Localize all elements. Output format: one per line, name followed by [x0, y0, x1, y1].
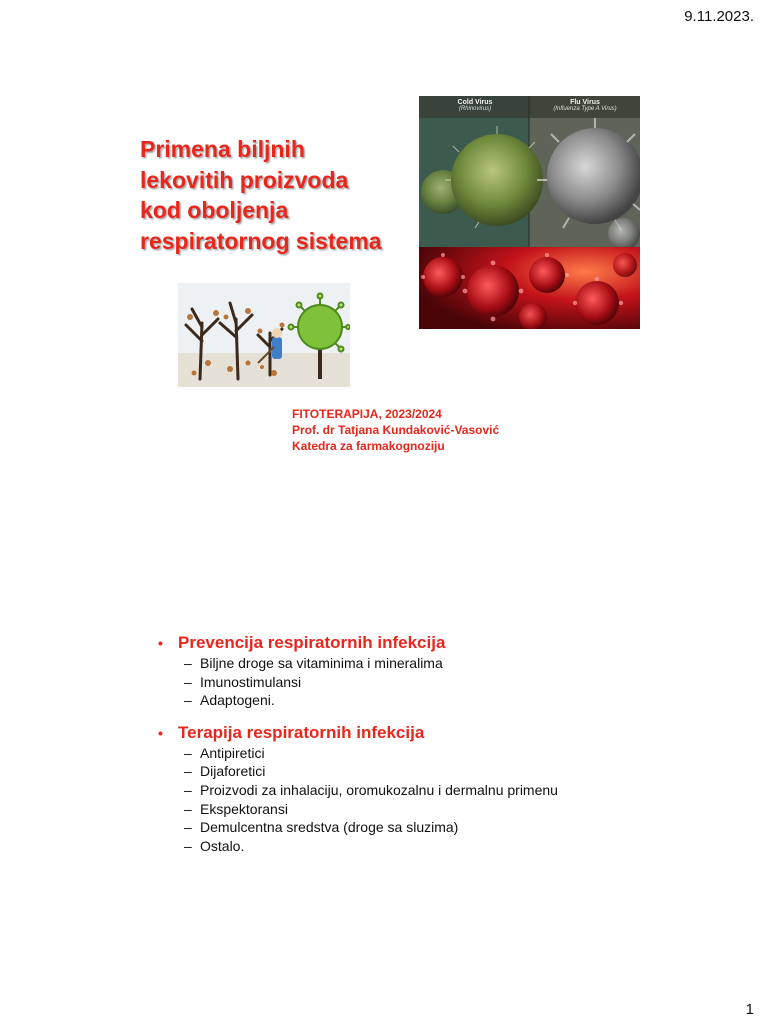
bullet-icon: • [158, 635, 163, 651]
dash-icon: – [184, 781, 192, 798]
title-line: lekovitih proizvoda [140, 166, 349, 193]
list-item-text: Dijaforetici [200, 763, 266, 780]
list-item-text: Antipiretici [200, 744, 265, 761]
list-item [158, 673, 718, 692]
dash-icon: – [184, 673, 192, 690]
autumn-virus-cartoon [178, 283, 350, 387]
section-heading [158, 722, 718, 744]
slide-title [140, 134, 420, 256]
course-professor: Prof. dr Tatjana Kundaković-Vasović [292, 423, 500, 437]
outline-section [158, 632, 718, 710]
list-item [158, 654, 718, 673]
sub-list [158, 744, 718, 856]
list-item-text: Imunostimulansi [200, 673, 302, 690]
dash-icon: – [184, 744, 192, 761]
list-item [158, 800, 718, 819]
list-item [158, 837, 718, 856]
section-heading-text: Prevencija respiratornih infekcija [178, 633, 446, 652]
course-name: FITOTERAPIJA, 2023/2024 [292, 407, 442, 421]
title-line: Primena biljnih [140, 136, 305, 162]
title-line: respiratornog sistema [140, 227, 382, 254]
list-item [158, 781, 718, 800]
cold-flu-virus-photo [419, 96, 640, 247]
list-item [158, 744, 718, 763]
page-number: 1 [745, 1001, 754, 1018]
sub-list [158, 654, 718, 710]
bullet-icon: • [158, 724, 163, 741]
list-item [158, 691, 718, 710]
topic-outline [158, 632, 718, 867]
course-info [292, 406, 499, 454]
dash-icon: – [184, 692, 192, 709]
section-heading-text: Terapija respiratornih infekcija [178, 722, 425, 742]
list-item-text: Ostalo. [200, 837, 245, 854]
virus-image [419, 96, 640, 329]
list-item-text: Ekspektoransi [200, 800, 288, 817]
course-department: Katedra za farmakognoziju [292, 439, 445, 453]
red-virus-photo [419, 247, 640, 329]
section-heading [158, 632, 718, 654]
cold-virus-label-text: Cold Virus [457, 99, 493, 106]
list-item-text: Demulcentna sredstva (droge sa sluzima) [200, 819, 459, 836]
list-item-text: Adaptogeni. [200, 692, 275, 709]
outline-section [158, 722, 718, 856]
list-item-text: Proizvodi za inhalaciju, oromukozalnu i dermalnu primenu [200, 781, 558, 798]
dash-icon: – [184, 655, 192, 671]
title-line: kod oboljenja [140, 197, 289, 223]
list-item [158, 762, 718, 781]
slide-date: 9.11.2023. [684, 8, 754, 25]
flu-virus-label [531, 99, 639, 112]
dash-icon: – [184, 763, 192, 780]
list-item [158, 818, 718, 837]
flu-virus-sublabel: (Influenza Type A Virus) [553, 106, 617, 112]
dash-icon: – [184, 819, 192, 836]
cold-virus-label [421, 99, 529, 112]
list-item-text: Biljne droge sa vitaminima i mineralima [200, 655, 443, 671]
dash-icon: – [184, 837, 192, 854]
dash-icon: – [184, 800, 192, 817]
flu-virus-label-text: Flu Virus [570, 99, 600, 106]
cold-virus-sublabel: (Rhinovirus) [458, 106, 492, 112]
